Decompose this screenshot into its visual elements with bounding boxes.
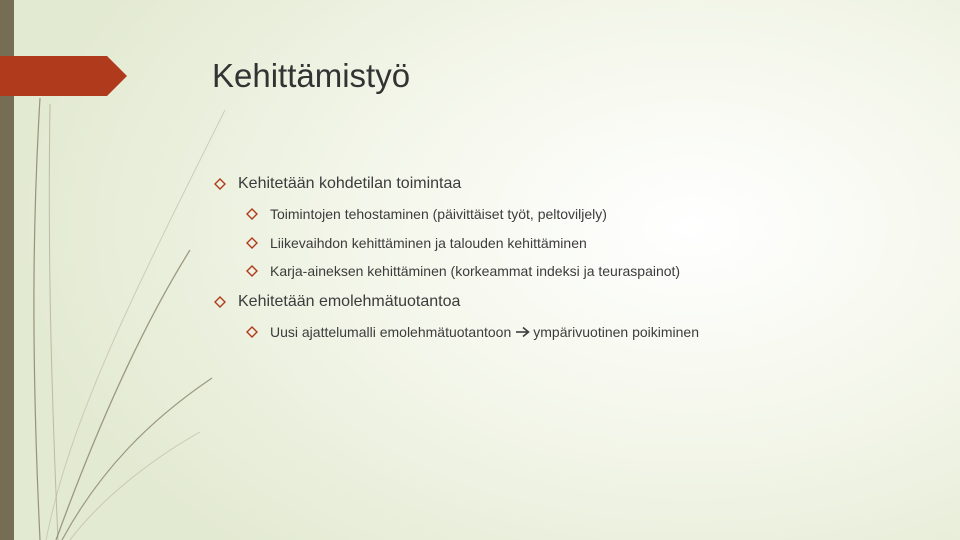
bullet-item [214,291,460,313]
slide-title: Kehittämistyö [212,57,411,94]
diamond-outline-icon [246,326,258,338]
bullet-text: Karja-aineksen kehittäminen (korkeammat indeksi ja teuraspainot) [270,263,681,279]
title-accent-flag [0,56,127,96]
arrow-right-icon [515,326,531,338]
diamond-outline-icon [214,296,226,308]
bullet-item [246,204,607,224]
diamond-outline-icon [214,178,226,190]
bullet-item [246,322,699,342]
bullet-text: Toimintojen tehostaminen (päivittäiset työt, peltoviljely) [270,206,607,222]
bullet-item [246,261,680,281]
bullet-text-continued: ympärivuotinen poikiminen [533,324,700,340]
diamond-outline-icon [246,237,258,249]
bullet-text: Liikevaihdon kehittäminen ja talouden kehittäminen [270,235,587,251]
bullet-item [246,233,587,253]
diamond-outline-icon [246,265,258,277]
bullet-text: Uusi ajattelumalli emolehmätuotantoon [270,324,512,340]
bullet-item [214,173,461,195]
bullet-text: Kehitetään kohdetilan toimintaa [238,175,462,192]
diamond-outline-icon [246,208,258,220]
bullet-text: Kehitetään emolehmätuotantoa [238,293,461,310]
